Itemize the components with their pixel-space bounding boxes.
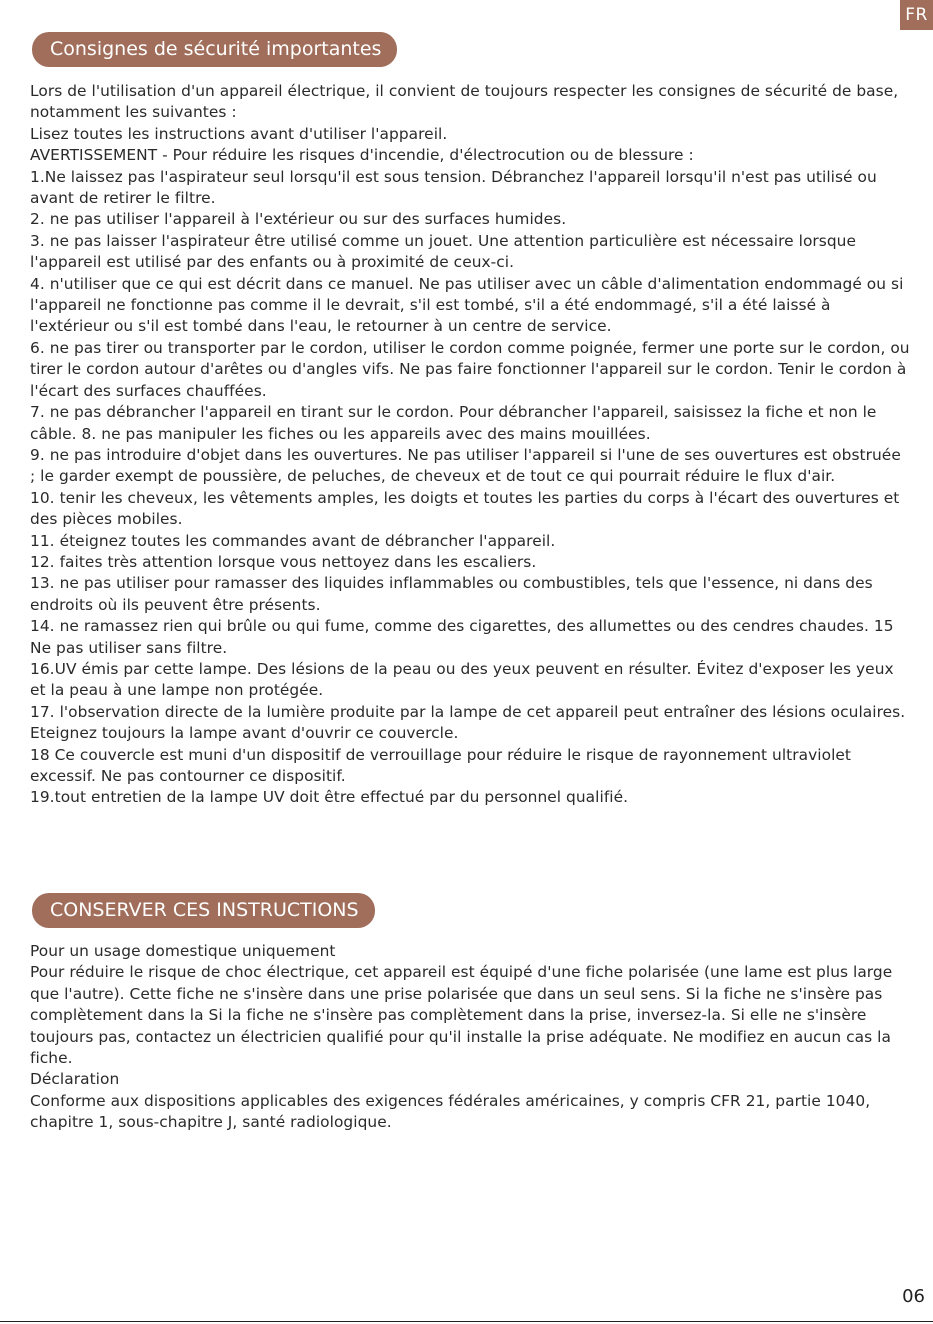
keep-instructions-list [30,941,910,1134]
section-heading-keep-instructions: CONSERVER CES INSTRUCTIONS [32,893,375,928]
safety-line: AVERTISSEMENT - Pour réduire les risques d'incendie, d'électrocution ou de blessure : [30,146,694,165]
safety-line: 13. ne pas utiliser pour ramasser des liquides inflammables ou combustibles, tels que l'essence, ni dans des endroits où ils peuvent être présents. [30,574,873,614]
keep-line: Déclaration [30,1070,120,1089]
safety-line: Lors de l'utilisation d'un appareil électrique, il convient de toujours respecter les consignes de sécurité de base, notamment les suivantes : [30,82,899,122]
language-badge: FR [900,0,933,30]
safety-line: 4. n'utiliser que ce qui est décrit dans ce manuel. Ne pas utiliser avec un câble d'alimentation endommagé ou si l'appareil ne fonctionne pas comme il le devrait, s'il est tombé, s'il a été endommagé, s'il a été laissé à l'extérieur ou s'il est tombé dans l'eau, le retourner à un centre de service. [30,274,904,336]
safety-line: 2. ne pas utiliser l'appareil à l'extérieur ou sur des surfaces humides. [30,210,567,229]
safety-line: 1.Ne laissez pas l'aspirateur seul lorsqu'il est sous tension. Débranchez l'appareil lorsqu'il n'est pas utilisé ou avant de retirer le filtre. [30,167,877,208]
safety-line: 12. faites très attention lorsque vous nettoyez dans les escaliers. [30,552,537,571]
page-number: 06 [902,1286,925,1307]
safety-line: 19.tout entretien de la lampe UV doit être effectué par du personnel qualifié. [30,788,629,807]
safety-line: 10. tenir les cheveux, les vêtements amples, les doigts et toutes les parties du corps à l'écart des ouvertures et des pièces mobiles. [30,488,900,529]
safety-line: 14. ne ramassez rien qui brûle ou qui fume, comme des cigarettes, des allumettes ou des cendres chaudes. 15 Ne pas utiliser sans filtre. [30,617,894,657]
keep-line: Conforme aux dispositions applicables des exigences fédérales américaines, y compris CFR 21, partie 1040, chapitre 1, sous-chapitre J, santé radiologique. [30,1091,871,1132]
section-heading-safety: Consignes de sécurité importantes [32,32,397,67]
safety-line: 6. ne pas tirer ou transporter par le cordon, utiliser le cordon comme poignée, fermer une porte sur le cordon, ou tirer le cordon autour d'arêtes ou d'angles vifs. Ne pas faire fonctionner l'appareil sur le cordon. Tenir le cordon à l'écart des surfaces chauffées. [30,338,910,400]
safety-line: 17. l'observation directe de la lumière produite par la lampe de cet appareil peut entraîner des lésions oculaires. Eteignez toujours la lampe avant d'ouvrir ce couvercle. [30,702,906,743]
bottom-divider [0,1321,933,1322]
safety-line: 9. ne pas introduire d'objet dans les ouvertures. Ne pas utiliser l'appareil si l'une de ses ouvertures est obstruée ; le garder exempt de poussière, de peluches, de cheveux et de tout ce qui pourrait réduire le flux d'air. [30,445,901,486]
safety-line: 18 Ce couvercle est muni d'un dispositif de verrouillage pour réduire le risque de rayonnement ultraviolet excessif. Ne pas contourner ce dispositif. [30,745,851,785]
safety-instructions-list [30,81,910,809]
safety-line: 3. ne pas laisser l'aspirateur être utilisé comme un jouet. Une attention particulière est nécessaire lorsque l'appareil est utilisé par des enfants ou à proximité de ceux-ci. [30,231,857,272]
safety-line: Lisez toutes les instructions avant d'utiliser l'appareil. [30,124,448,143]
keep-line: Pour un usage domestique uniquement [30,942,336,960]
keep-line: Pour réduire le risque de choc électrique, cet appareil est équipé d'une fiche polarisée (une lame est plus large que l'autre). Cette fiche ne s'insère dans une prise polarisée que dans un seul sens. Si la fiche ne s'insère pas complètement dans la Si la fiche ne s'insère pas complètement dans la prise, inversez-la. Si elle ne s'insère toujours pas, contactez un électricien qualifié pour qu'il installe la prise adéquate. Ne modifiez en aucun cas la fiche. [30,963,893,1068]
safety-line: 11. éteignez toutes les commandes avant de débrancher l'appareil. [30,531,556,550]
safety-line: 7. ne pas débrancher l'appareil en tirant sur le cordon. Pour débrancher l'appareil, saisissez la fiche et non le câble. 8. ne pas manipuler les fiches ou les appareils avec des mains mouillées. [30,403,877,443]
safety-line: 16.UV émis par cette lampe. Des lésions de la peau ou des yeux peuvent en résulter. Évitez d'exposer les yeux et la peau à une lampe non protégée. [30,659,894,700]
